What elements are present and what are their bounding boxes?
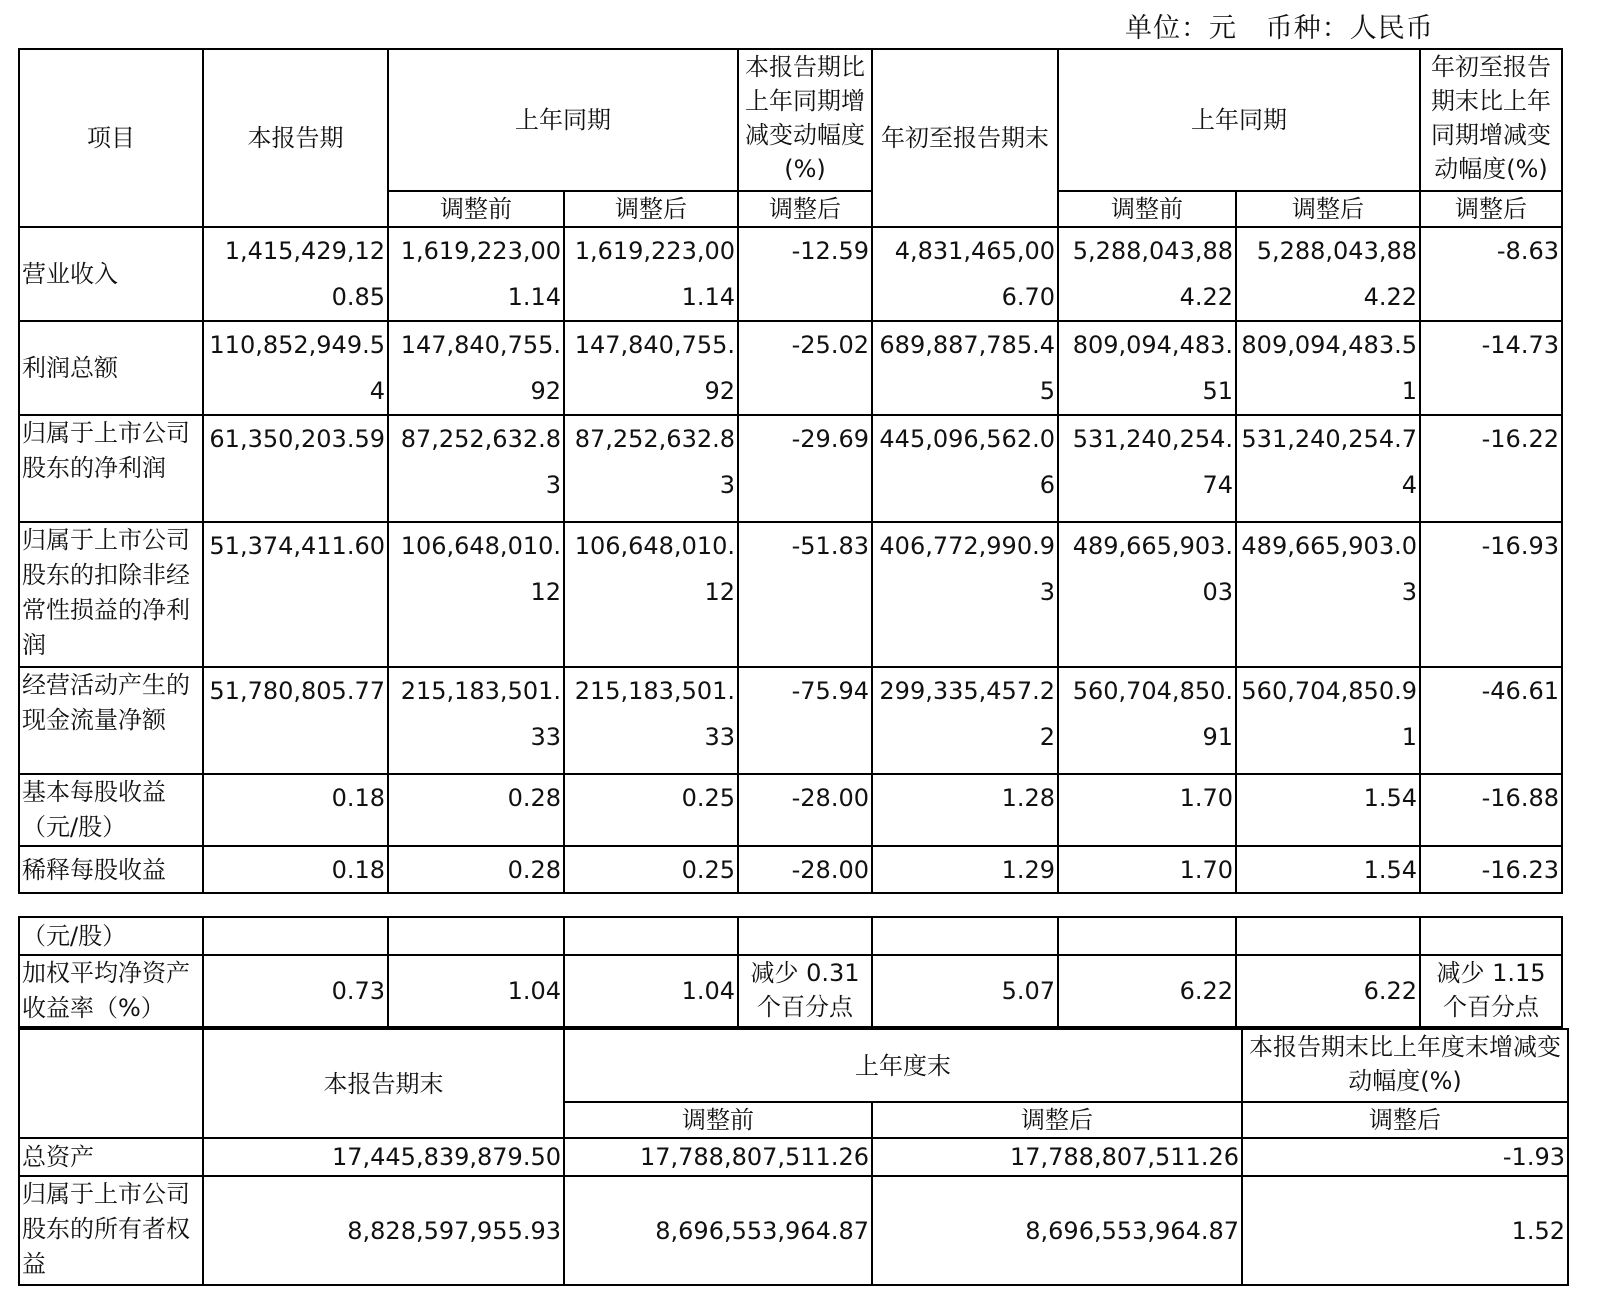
value-cell: 215,183,501.33 bbox=[564, 667, 738, 774]
value-cell: 0.25 bbox=[564, 846, 738, 893]
value-cell: 0.25 bbox=[564, 774, 738, 846]
value-cell: 1.54 bbox=[1236, 774, 1420, 846]
header-before-adjust: 调整前 bbox=[564, 1102, 872, 1138]
value-cell: -16.93 bbox=[1420, 522, 1562, 667]
table-row bbox=[19, 774, 1562, 846]
row-label: 归属于上市公司股东的所有者权益 bbox=[19, 1176, 203, 1285]
empty-cell bbox=[872, 917, 1058, 955]
value-cell: 4,831,465,006.70 bbox=[872, 227, 1058, 321]
table-row bbox=[19, 415, 1562, 522]
value-cell: 809,094,483.51 bbox=[1058, 321, 1236, 415]
value-cell: -28.00 bbox=[738, 846, 872, 893]
empty-cell bbox=[1236, 917, 1420, 955]
value-cell: 0.18 bbox=[203, 774, 388, 846]
header-after-adjust: 调整后 bbox=[564, 191, 738, 227]
empty-cell bbox=[564, 917, 738, 955]
value-cell: -75.94 bbox=[738, 667, 872, 774]
header-after-adjust: 调整后 bbox=[738, 191, 872, 227]
header-after-adjust: 调整后 bbox=[1242, 1102, 1568, 1138]
value-cell: 1.52 bbox=[1242, 1176, 1568, 1285]
empty-cell bbox=[1420, 917, 1562, 955]
value-cell: 6.22 bbox=[1058, 955, 1236, 1027]
table-row bbox=[19, 227, 1562, 321]
row-label: 加权平均净资产收益率（%） bbox=[19, 955, 203, 1027]
key-financial-data-continuation bbox=[18, 916, 1563, 1028]
value-cell: 1.70 bbox=[1058, 774, 1236, 846]
value-cell: 560,704,850.91 bbox=[1058, 667, 1236, 774]
value-cell: -16.22 bbox=[1420, 415, 1562, 522]
header-item-empty bbox=[19, 1029, 203, 1138]
header-ytd: 年初至报告期末 bbox=[872, 49, 1058, 227]
value-cell: 1.04 bbox=[564, 955, 738, 1027]
value-cell: 51,374,411.60 bbox=[203, 522, 388, 667]
row-label: 总资产 bbox=[19, 1138, 203, 1176]
row-label: 经营活动产生的现金流量净额 bbox=[19, 667, 203, 774]
header-pct-change: 本报告期末比上年度末增减变动幅度(%) bbox=[1242, 1029, 1568, 1102]
value-cell: 8,828,597,955.93 bbox=[203, 1176, 564, 1285]
value-cell: 106,648,010.12 bbox=[388, 522, 564, 667]
table-row bbox=[19, 846, 1562, 893]
row-label: 归属于上市公司股东的扣除非经常性损益的净利润 bbox=[19, 522, 203, 667]
value-cell: 1.28 bbox=[872, 774, 1058, 846]
value-cell: 406,772,990.93 bbox=[872, 522, 1058, 667]
value-cell: 0.18 bbox=[203, 846, 388, 893]
empty-cell bbox=[203, 917, 388, 955]
table-row bbox=[19, 1138, 1568, 1176]
value-cell: 61,350,203.59 bbox=[203, 415, 388, 522]
value-cell: -29.69 bbox=[738, 415, 872, 522]
row-label: 稀释每股收益 bbox=[19, 846, 203, 893]
value-cell: -1.93 bbox=[1242, 1138, 1568, 1176]
value-cell: 51,780,805.77 bbox=[203, 667, 388, 774]
header-after-adjust: 调整后 bbox=[1420, 191, 1562, 227]
empty-cell bbox=[1058, 917, 1236, 955]
header-pct-change-ytd: 年初至报告期末比上年同期增减变动幅度(%) bbox=[1420, 49, 1562, 191]
value-cell: 5.07 bbox=[872, 955, 1058, 1027]
value-cell: -14.73 bbox=[1420, 321, 1562, 415]
table-row bbox=[19, 321, 1562, 415]
value-cell: 17,445,839,879.50 bbox=[203, 1138, 564, 1176]
table-row bbox=[19, 1176, 1568, 1285]
value-cell: 1,619,223,001.14 bbox=[388, 227, 564, 321]
value-cell: 0.28 bbox=[388, 846, 564, 893]
value-cell: 809,094,483.51 bbox=[1236, 321, 1420, 415]
value-cell: 减少 0.31 个百分点 bbox=[738, 955, 872, 1027]
value-cell: 110,852,949.54 bbox=[203, 321, 388, 415]
value-cell: 0.28 bbox=[388, 774, 564, 846]
value-cell: 5,288,043,884.22 bbox=[1236, 227, 1420, 321]
value-cell: -28.00 bbox=[738, 774, 872, 846]
value-cell: 1.04 bbox=[388, 955, 564, 1027]
row-label-continued: （元/股） bbox=[19, 917, 203, 955]
value-cell: -46.61 bbox=[1420, 667, 1562, 774]
value-cell: 1.54 bbox=[1236, 846, 1420, 893]
row-label: 基本每股收益（元/股） bbox=[19, 774, 203, 846]
header-before-adjust: 调整前 bbox=[388, 191, 564, 227]
value-cell: 531,240,254.74 bbox=[1236, 415, 1420, 522]
value-cell: 1.70 bbox=[1058, 846, 1236, 893]
header-current-period: 本报告期 bbox=[203, 49, 388, 227]
value-cell: 8,696,553,964.87 bbox=[564, 1176, 872, 1285]
value-cell: -25.02 bbox=[738, 321, 872, 415]
value-cell: 531,240,254.74 bbox=[1058, 415, 1236, 522]
empty-cell bbox=[388, 917, 564, 955]
value-cell: 106,648,010.12 bbox=[564, 522, 738, 667]
value-cell: 8,696,553,964.87 bbox=[872, 1176, 1242, 1285]
value-cell: 147,840,755.92 bbox=[388, 321, 564, 415]
header-before-adjust: 调整前 bbox=[1058, 191, 1236, 227]
value-cell: 215,183,501.33 bbox=[388, 667, 564, 774]
value-cell: 1,415,429,120.85 bbox=[203, 227, 388, 321]
value-cell: 689,887,785.45 bbox=[872, 321, 1058, 415]
value-cell: 87,252,632.83 bbox=[388, 415, 564, 522]
row-label: 利润总额 bbox=[19, 321, 203, 415]
table-row bbox=[19, 955, 1562, 1027]
value-cell: 147,840,755.92 bbox=[564, 321, 738, 415]
value-cell: 1.29 bbox=[872, 846, 1058, 893]
header-period-end: 本报告期末 bbox=[203, 1029, 564, 1138]
value-cell: 6.22 bbox=[1236, 955, 1420, 1027]
row-label: 营业收入 bbox=[19, 227, 203, 321]
value-cell: 减少 1.15 个百分点 bbox=[1420, 955, 1562, 1027]
value-cell: -16.88 bbox=[1420, 774, 1562, 846]
value-cell: 445,096,562.06 bbox=[872, 415, 1058, 522]
value-cell: 17,788,807,511.26 bbox=[872, 1138, 1242, 1176]
header-pct-change-current: 本报告期比上年同期增减变动幅度(%) bbox=[738, 49, 872, 191]
value-cell: -12.59 bbox=[738, 227, 872, 321]
header-prior-year-end: 上年度末 bbox=[564, 1029, 1242, 1102]
value-cell: 87,252,632.83 bbox=[564, 415, 738, 522]
header-prior-period: 上年同期 bbox=[388, 49, 738, 191]
value-cell: 489,665,903.03 bbox=[1058, 522, 1236, 667]
value-cell: 0.73 bbox=[203, 955, 388, 1027]
value-cell: 5,288,043,884.22 bbox=[1058, 227, 1236, 321]
value-cell: -51.83 bbox=[738, 522, 872, 667]
balance-sheet-table bbox=[18, 1028, 1569, 1286]
key-financial-data-table bbox=[18, 48, 1563, 894]
table-row bbox=[19, 667, 1562, 774]
value-cell: 299,335,457.22 bbox=[872, 667, 1058, 774]
value-cell: 1,619,223,001.14 bbox=[564, 227, 738, 321]
header-after-adjust: 调整后 bbox=[1236, 191, 1420, 227]
header-after-adjust: 调整后 bbox=[872, 1102, 1242, 1138]
unit-currency-note: 单位：元 币种：人民币 bbox=[1125, 13, 1434, 44]
header-prior-ytd: 上年同期 bbox=[1058, 49, 1420, 191]
value-cell: -8.63 bbox=[1420, 227, 1562, 321]
value-cell: -16.23 bbox=[1420, 846, 1562, 893]
value-cell: 489,665,903.03 bbox=[1236, 522, 1420, 667]
value-cell: 560,704,850.91 bbox=[1236, 667, 1420, 774]
header-item: 项目 bbox=[19, 49, 203, 227]
value-cell: 17,788,807,511.26 bbox=[564, 1138, 872, 1176]
row-label: 归属于上市公司股东的净利润 bbox=[19, 415, 203, 522]
table-row bbox=[19, 522, 1562, 667]
empty-cell bbox=[738, 917, 872, 955]
